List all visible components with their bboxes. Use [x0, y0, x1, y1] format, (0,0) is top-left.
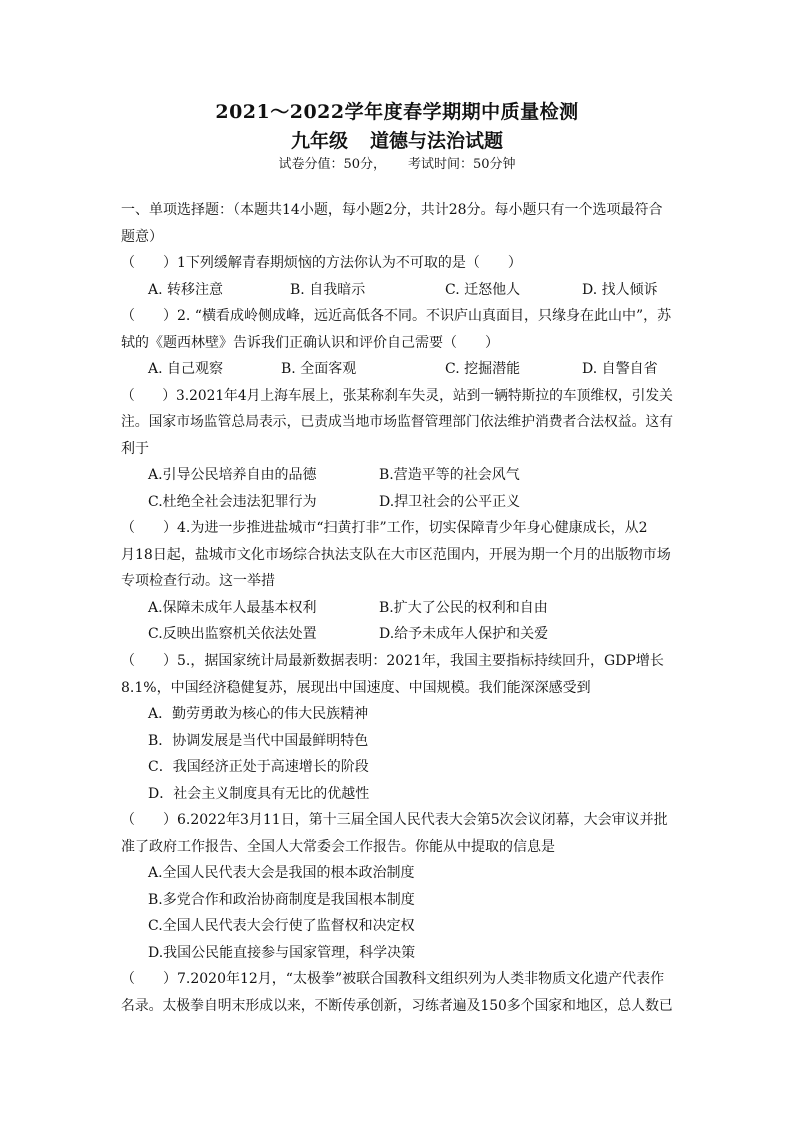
- question-4-stem: 专项检查行动。这一举措: [121, 573, 275, 589]
- question-6-option-b: B.多党合作和政治协商制度是我国根本制度: [148, 892, 415, 908]
- question-4-option-d: D.给予未成年人保护和关爱: [379, 626, 549, 642]
- question-3-stem: 利于: [121, 441, 149, 457]
- question-3-stem: （ ）3.2021年4月上海车展上，张某称刹车失灵，站到一辆特斯拉的车顶维权，引发关: [121, 388, 673, 404]
- exam-info: [0, 153, 794, 172]
- question-1-option-b: B. 自我暗示: [290, 282, 366, 298]
- exam-title: 2021～2022学年度春学期期中质量检测: [215, 101, 579, 123]
- question-3-option-a: A.引导公民培养自由的品德: [148, 467, 317, 483]
- question-4-stem: 月18日起，盐城市文化市场综合执法支队在大市区范围内，开展为期一个月的出版物市场: [121, 547, 671, 563]
- question-2-option-a: A. 自己观察: [148, 361, 224, 377]
- question-4-option-c: C.反映出监察机关依法处置: [148, 626, 317, 642]
- question-4-option-b: B.扩大了公民的权利和自由: [379, 600, 548, 616]
- question-3-option-c: C.杜绝全社会违法犯罪行为: [148, 494, 317, 510]
- subject-label: 道德与法治试题: [370, 130, 504, 152]
- question-2-option-c: C. 挖掘潜能: [445, 361, 521, 377]
- question-5-stem: 8.1%，中国经济稳健复苏，展现出中国速度、中国规模。我们能深深感受到: [121, 680, 591, 696]
- question-5-option-c: C．我国经济正处于高速增长的阶段: [148, 759, 369, 775]
- question-5-stem: （ ）5.，据国家统计局最新数据表明：2021年，我国主要指标持续回升，GDP增长: [121, 653, 664, 669]
- question-4-option-a: A.保障未成年人最基本权利: [148, 600, 317, 616]
- question-1-stem: （ ）1下列缓解青春期烦恼的方法你认为不可取的是（ ）: [121, 255, 522, 271]
- question-6-option-c: C.全国人民代表大会行使了监督权和决定权: [148, 918, 415, 934]
- question-1-option-c: C. 迁怒他人: [445, 282, 521, 298]
- question-2-option-d: D. 自警自省: [582, 361, 658, 377]
- question-5-option-a: A．勤劳勇敢为核心的伟大民族精神: [148, 706, 369, 722]
- time-info: 考试时间：50分钟: [408, 157, 516, 172]
- question-6-option-d: D.我国公民能直接参与国家管理，科学决策: [148, 945, 416, 961]
- question-3-option-d: D.捍卫社会的公平正义: [379, 494, 521, 510]
- question-7-stem: （ ）7.2020年12月，“太极拳”被联合国教科文组织列为人类非物质文化遗产代表作: [121, 971, 665, 987]
- question-2-option-b: B. 全面客观: [281, 361, 357, 377]
- question-5-option-d: D．社会主义制度具有无比的优越性: [148, 786, 370, 802]
- question-6-stem: （ ）6.2022年3月11日，第十三届全国人民代表大会第5次会议闭幕，大会审议并批: [121, 812, 668, 828]
- question-2-stem: 轼的《题西林壁》告诉我们正确认识和评价自己需要（ ）: [121, 335, 499, 351]
- question-3-stem: 注。国家市场监管总局表示，已责成当地市场监督管理部门依法维护消费者合法权益。这有: [121, 414, 673, 430]
- question-4-stem: （ ）4.为进一步推进盐城市“扫黄打非”工作，切实保障青少年身心健康成长，从2: [121, 520, 648, 536]
- question-3-option-b: B.营造平等的社会风气: [379, 467, 520, 483]
- question-7-stem: 名录。太极拳自明末形成以来，不断传承创新，习练者遍及150多个国家和地区，总人数已: [121, 998, 673, 1014]
- grade-label: 九年级: [290, 130, 348, 152]
- question-1-option-d: D. 找人倾诉: [582, 282, 658, 298]
- exam-subtitle: [0, 126, 794, 153]
- section-heading-line: 一、单项选择题：（本题共14小题，每小题2分，共计28分。每小题只有一个选项最符合: [121, 202, 663, 218]
- question-6-option-a: A.全国人民代表大会是我国的根本政治制度: [148, 865, 415, 881]
- question-1-option-a: A. 转移注意: [148, 282, 224, 298]
- question-6-stem: 准了政府工作报告、全国人大常委会工作报告。你能从中提取的信息是: [121, 839, 555, 855]
- question-2-stem: （ ）2. “横看成岭侧成峰，远近高低各不同。不识庐山真面目，只缘身在此山中”，苏: [121, 308, 672, 324]
- score-info: 试卷分值：50分，: [278, 157, 386, 172]
- section-heading-line: 题意）: [121, 229, 163, 245]
- question-5-option-b: B．协调发展是当代中国最鲜明特色: [148, 733, 369, 749]
